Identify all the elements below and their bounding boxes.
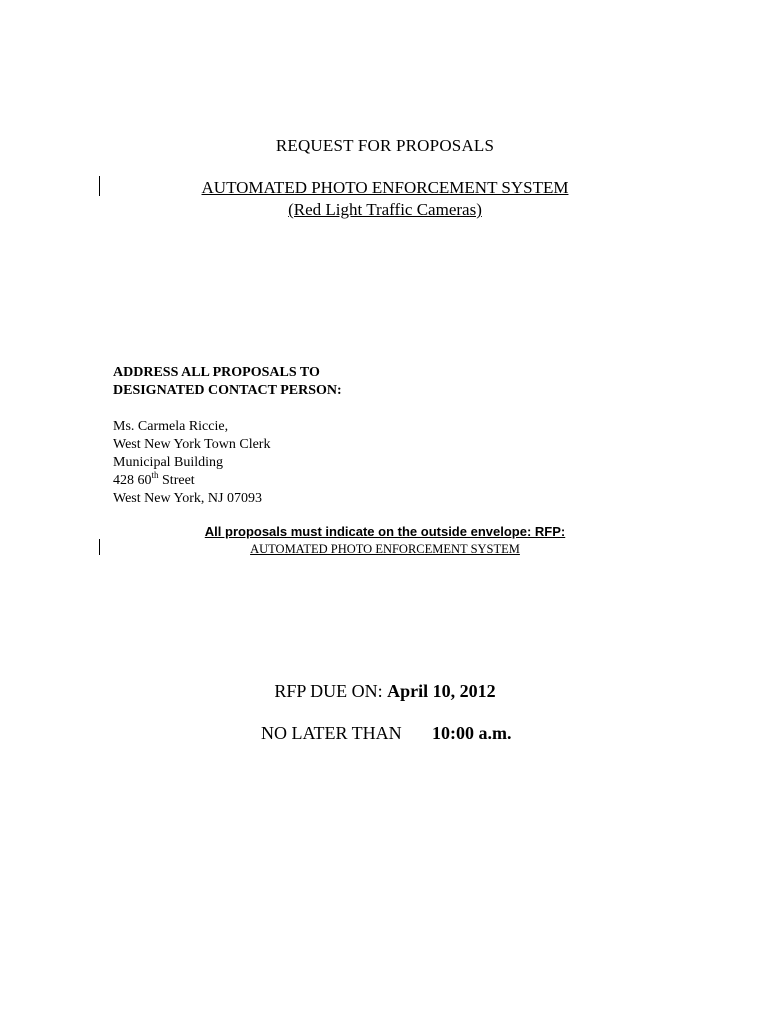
system-subtitle: (Red Light Traffic Cameras)	[288, 200, 482, 219]
envelope-instruction: All proposals must indicate on the outside envelope: RFP:	[204, 524, 566, 539]
address-heading	[113, 364, 342, 400]
street-number: 428 60	[113, 473, 152, 488]
street-ordinal-suffix: th	[151, 470, 159, 480]
system-title: AUTOMATED PHOTO ENFORCEMENT SYSTEM	[201, 178, 569, 197]
due-date: April 10, 2012	[387, 681, 496, 701]
contact-building: Municipal Building	[113, 455, 224, 470]
contact-street	[113, 472, 270, 490]
envelope-system-name: AUTOMATED PHOTO ENFORCEMENT SYSTEM	[250, 542, 520, 556]
due-line	[0, 681, 770, 702]
deadline-label: NO LATER THAN	[261, 723, 402, 743]
due-label: RFP DUE ON:	[274, 681, 388, 701]
contact-position: West New York Town Clerk	[113, 437, 271, 452]
contact-name: Ms. Carmela Riccie,	[113, 419, 229, 434]
address-heading-line-2: DESIGNATED CONTACT PERSON:	[113, 383, 342, 398]
address-heading-line-1: ADDRESS ALL PROPOSALS TO	[113, 365, 320, 380]
street-name: Street	[162, 473, 195, 488]
deadline-time: 10:00 a.m.	[432, 723, 512, 743]
contact-address	[113, 418, 270, 508]
contact-city-state-zip: West New York, NJ 07093	[113, 491, 262, 506]
document-title: REQUEST FOR PROPOSALS	[275, 136, 495, 155]
